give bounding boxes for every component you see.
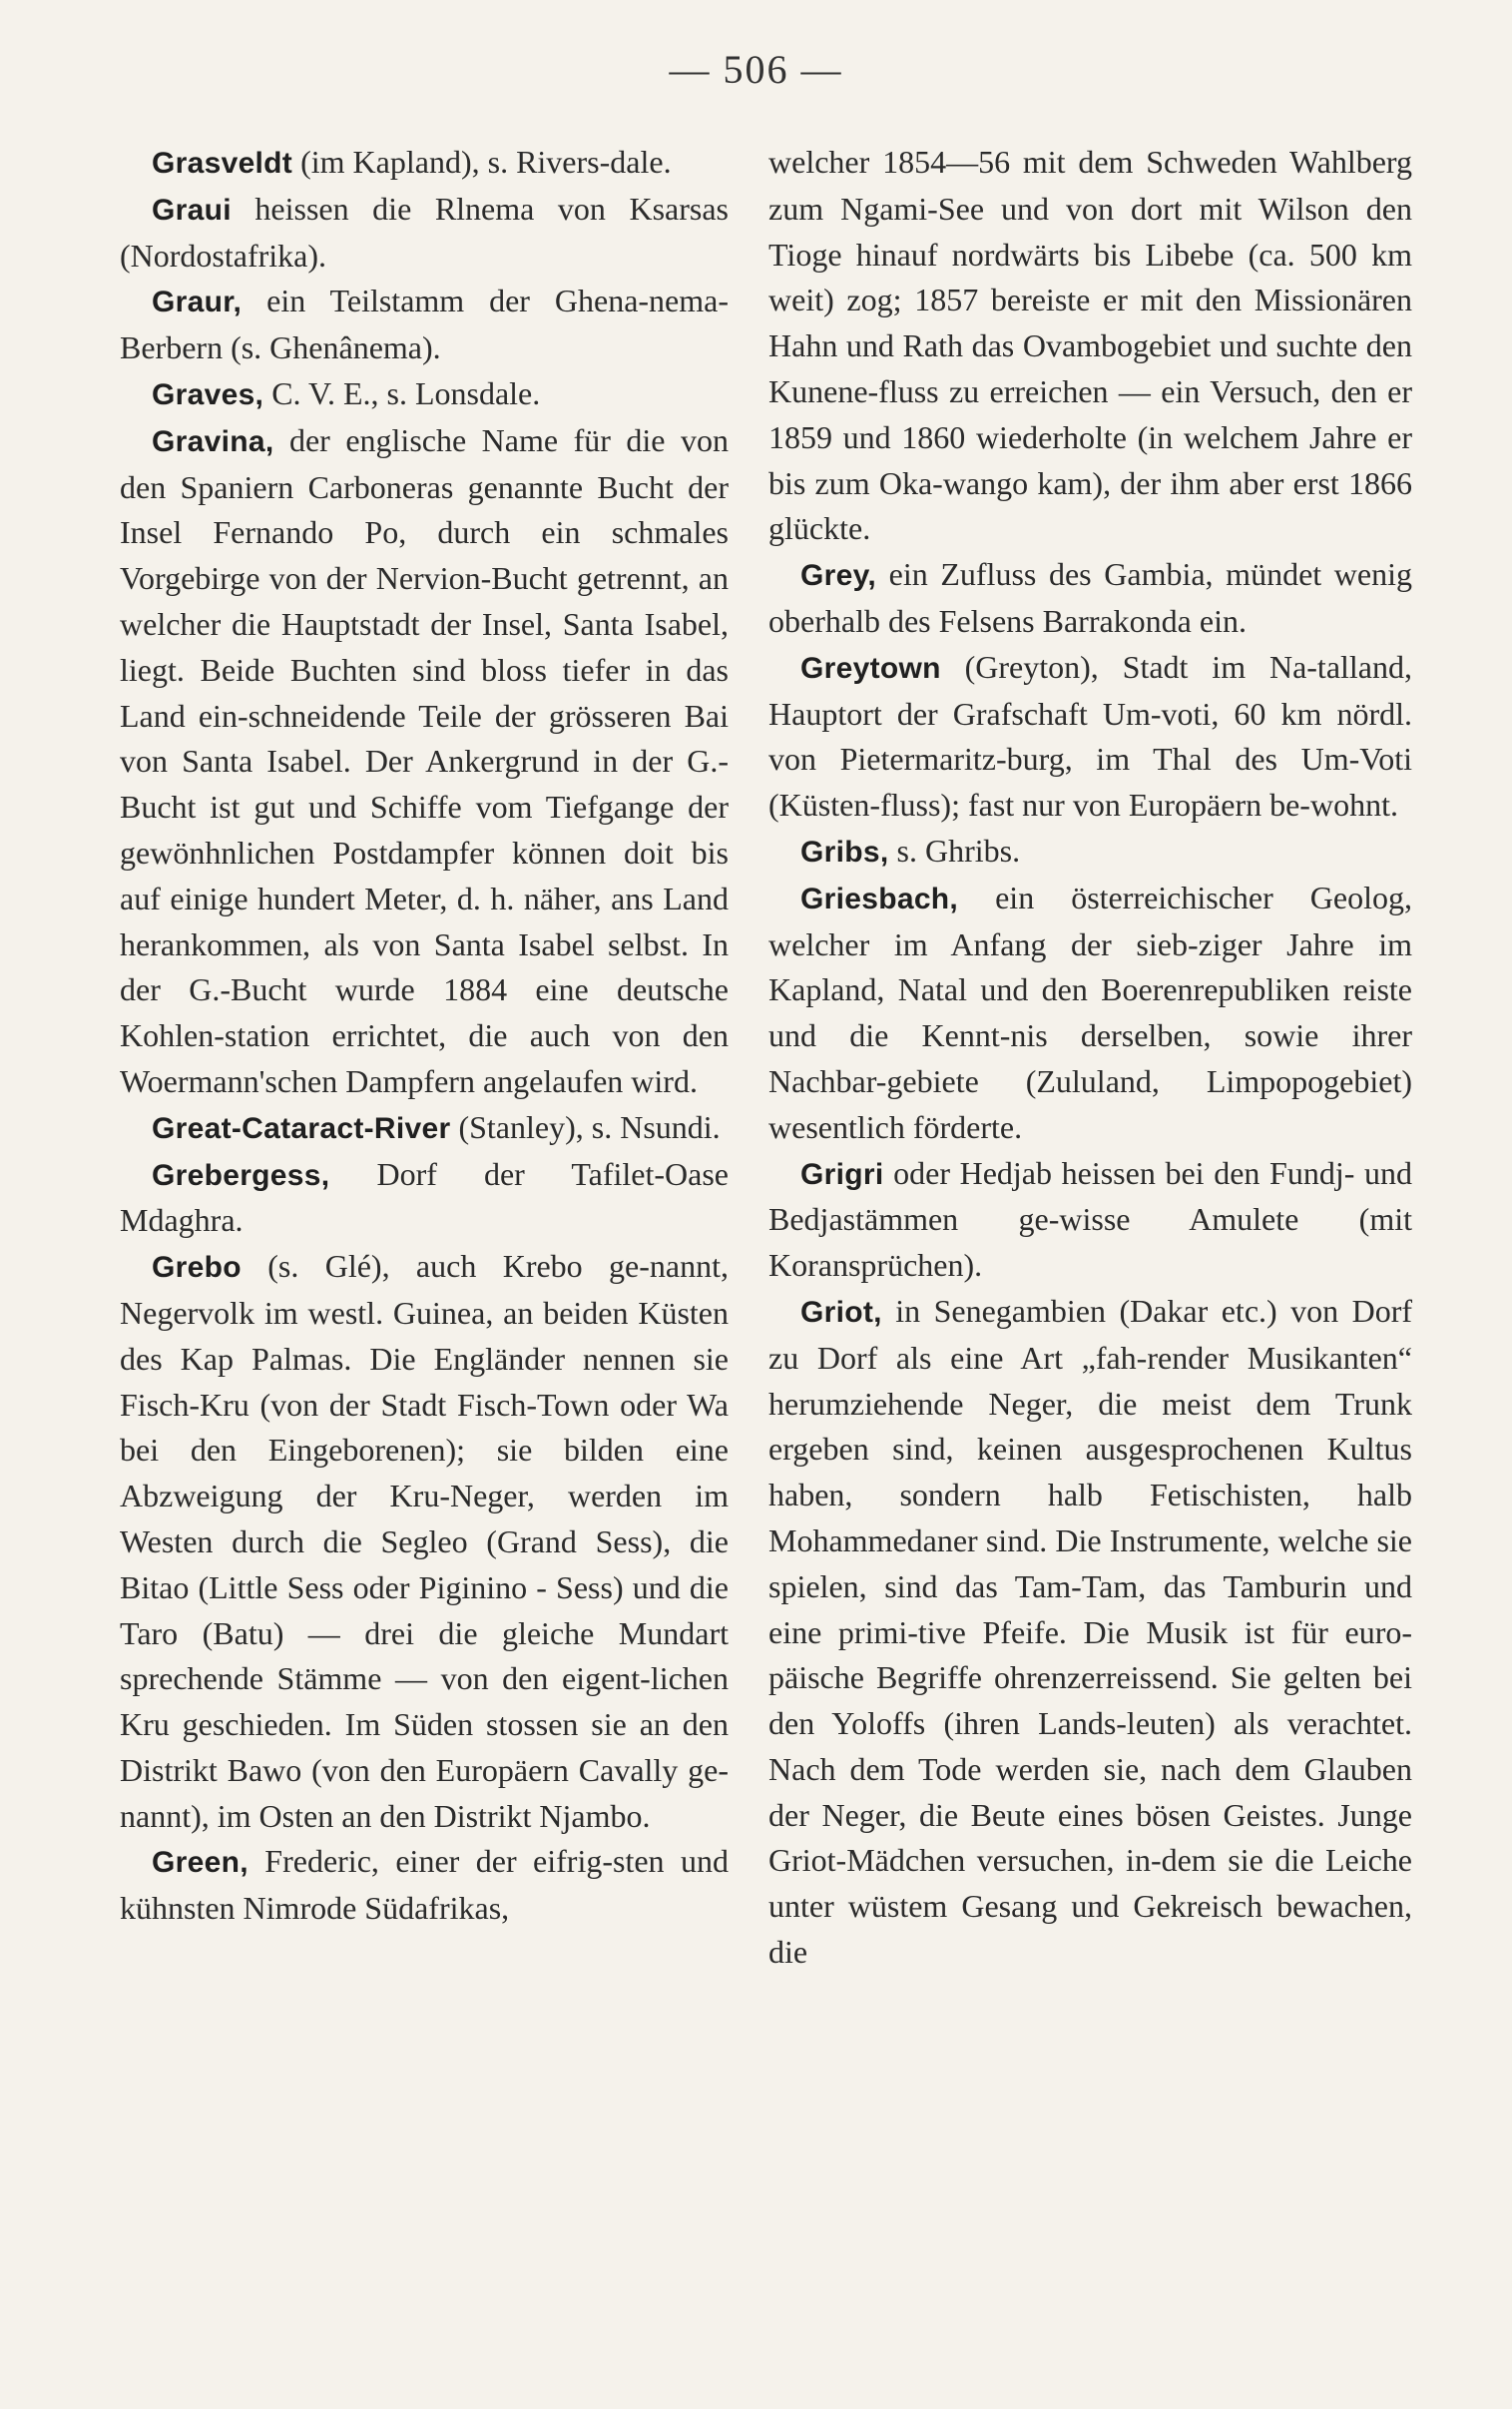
entry-headword: Griesbach, [800,882,959,915]
entry-green [120,1839,729,1932]
page-number: — 506 — [669,47,843,92]
entry-greytown [768,645,1412,829]
entry-text: (Stanley), s. Nsundi. [450,1108,721,1145]
entry-text: in Senegambien (Dakar etc.) von Dorf zu Dorf als eine Art „fah-render Musikanten“ herumziehende Neger, die meist dem Trunk ergeben sind, keinen ausgesprochenen Kultus haben, sondern halb Fetischisten, halb Mohammedaner sind. Die Instrumente, welche sie spielen, sind das Tam-Tam, das Tamburin und eine primi-tive Pfeife. Die Musik ist für euro-päische Begriffe ohrenzerreissend. Sie gelten bei den Yoloffs (ihren Lands-leuten) als verachtet. Nach dem Tode werden sie, nach dem Glauben der Neger, die Beute eines bösen Geistes. Junge Griot-Mädchen versuchen, in-dem sie die Leiche unter wüstem Gesang und Gekreisch bewachen, die [768,1292,1412,1971]
entry-text: ein österreichischer Geolog, welcher im Anfang der sieb-ziger Jahre im Kapland, Natal und den Boerenrepubliken reiste und die Kennt-nis derselben, sowie ihrer Nachbar-gebiete (Zululand, Limpopogebiet) wesentlich förderte. [768,879,1412,1145]
entry-griesbach [768,876,1412,1151]
entry-text: (s. Glé), auch Krebo ge-nannt, Negervolk im westl. Guinea, an beiden Küsten des Kap Palmas. Die Engländer nennen sie Fisch-Kru (von der Stadt Fisch-Town oder Wa bei den Eingeborenen); sie bilden eine Abzweigung der Kru-Neger, werden im Westen durch die Segleo (Grand Sess), die Bitao (Little Sess oder Piginino - Sess) und die Taro (Batu) — drei die gleiche Mundart sprechende Stämme — von den eigent-lichen Kru geschieden. Im Süden stossen sie an den Distrikt Bawo (von den Europäern Cavally ge-nannt), im Osten an den Distrikt Njambo. [120,1248,729,1834]
left-column [120,140,729,1932]
entry-gribs [768,829,1412,876]
entry-headword: Grebergess, [152,1158,330,1192]
entry-headword: Graur, [152,286,243,319]
entry-grebergess [120,1152,729,1245]
entry-headword: Grigri [800,1157,884,1191]
entry-headword: Gribs, [800,835,889,869]
entry-text: (im Kapland), s. Rivers-dale. [292,144,672,180]
entry-graur [120,279,729,371]
entry-text: C. V. E., s. Lonsdale. [263,374,541,411]
entry-text: der englische Name für die von den Spaniern Carboneras genannte Bucht der Insel Fernando Po, durch ein schmales Vorgebirge von der Nervion-Bucht getrennt, an welcher die Hauptstadt der Insel, Santa Isabel, liegt. Beide Buchten sind bloss tiefer in das Land ein-schneidende Teile der grösseren Bai von Santa Isabel. Der Ankergrund in der G.-Bucht ist gut und Schiffe vom Tiefgange der gewönhnlichen Postdampfer können doit bis auf einige hundert Meter, d. h. näher, ans Land herankommen, als von Santa Isabel selbst. In der G.-Bucht wurde 1884 eine deutsche Kohlen-station errichtet, die auch von den Woermann'schen Dampfern angelaufen wird. [120,421,729,1099]
entry-headword: Green, [152,1846,249,1880]
entry-grey [768,552,1412,645]
entry-text: welcher 1854—56 mit dem Schweden Wahlberg zum Ngami-See und von dort mit Wilson den Tioge hinauf nordwärts bis Libebe (ca. 500 km weit) zog; 1857 bereiste er mit den Missionären Hahn und Rath das Ovambogebiet und suchte den Kunene-fluss zu erreichen — ein Versuch, den er 1859 und 1860 wiederholte (in welchem Jahre er bis zum Oka-wango kam), der ihm aber erst 1866 glückte. [768,144,1412,547]
entry-gravina [120,418,729,1105]
entry-grasveldt [120,140,729,187]
entry-headword: Graves, [152,377,264,411]
entry-headword: Greytown [800,651,941,685]
entry-headword: Grebo [152,1251,242,1285]
entry-graui [120,187,729,280]
entry-text: (Greyton), Stadt im Na-talland, Hauptort der Grafschaft Um-voti, 60 km nördl. von Pietermaritz-burg, im Thal des Um-Voti (Küsten-fluss); fast nur von Europäern be-wohnt. [768,648,1412,824]
entry-headword: Griot, [800,1295,882,1329]
entry-green-continued [768,140,1412,552]
entry-headword: Grasveldt [152,147,293,180]
entry-text: ein Zufluss des Gambia, mündet wenig oberhalb des Felsens Barrakonda ein. [768,556,1412,639]
entry-headword: Grey, [800,559,876,593]
entry-headword: Graui [152,193,232,227]
entry-text: s. Ghribs. [888,832,1021,869]
entry-great-cataract-river [120,1105,729,1152]
entry-graves [120,371,729,418]
entry-headword: Great-Cataract-River [152,1111,451,1145]
entry-text: Frederic, einer der eifrig-sten und kühnsten Nimrode Südafrikas, [120,1843,729,1927]
entry-text: oder Hedjab heissen bei den Fundj- und Bedjastämmen ge-wisse Amulete (mit Koransprüchen). [768,1154,1412,1284]
right-column [768,140,1412,1976]
entry-text: heissen die Rlnema von Ksarsas (Nordostafrika). [120,190,729,274]
entry-headword: Gravina, [152,424,274,458]
entry-grebo [120,1244,729,1839]
entry-text: ein Teilstamm der Ghena-nema-Berbern (s. Ghenânema). [120,283,729,366]
entry-grigri [768,1151,1412,1289]
entry-text: Dorf der Tafilet-Oase Mdaghra. [120,1155,729,1239]
entry-griot [768,1289,1412,1976]
